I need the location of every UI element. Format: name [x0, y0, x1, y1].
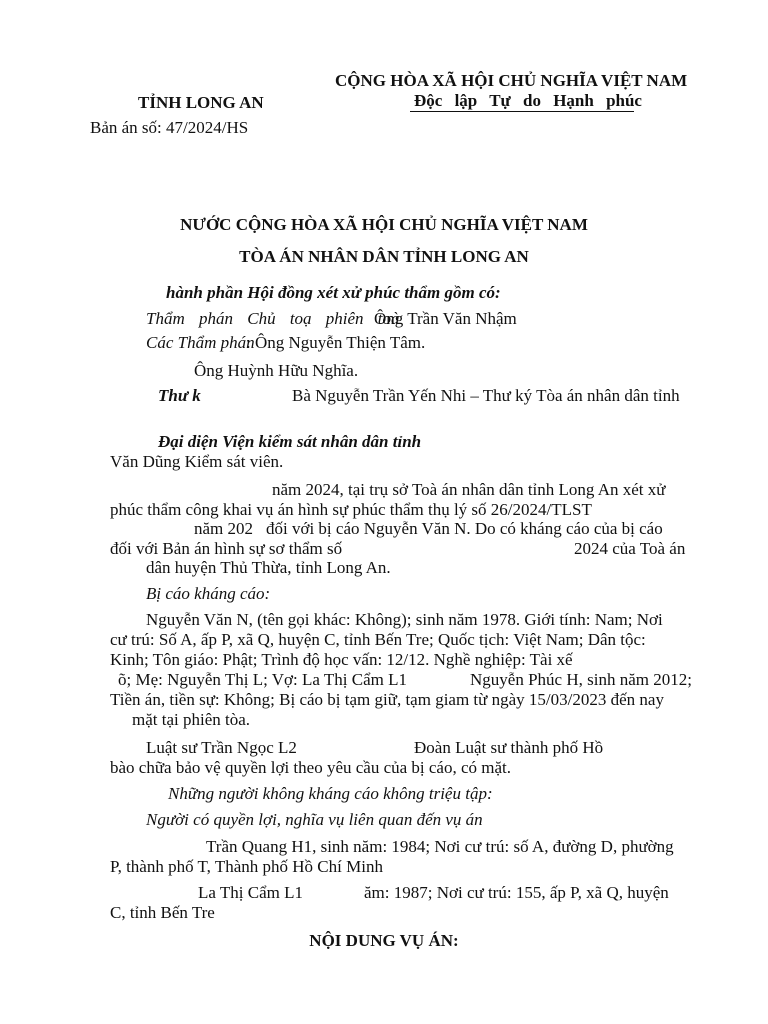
- hearing-line-3b: đối với bị cáo Nguyễn Văn N. Do có kháng cáo của bị cáo: [266, 519, 663, 538]
- other-judges-label: Các Thẩm phán: [146, 333, 255, 352]
- appellant-line-6: mặt tại phiên tòa.: [132, 710, 251, 729]
- hearing-line-3a: năm 202: [194, 519, 254, 538]
- presiding-judge-label: Thẩm phán Chủ toạ phiên toà: [146, 309, 400, 328]
- related-person-2-line-1b: ăm: 1987; Nơi cư trú: 155, ấp P, xã Q, huyện: [364, 883, 669, 902]
- lawyer-line-2: bào chữa bảo vệ quyền lợi theo yêu cầu của bị cáo, có mặt.: [110, 758, 512, 777]
- hearing-line-1: năm 2024, tại trụ sở Toà án nhân dân tỉnh Long An xét xử: [272, 480, 666, 499]
- lawyer-line-1a: Luật sư Trần Ngọc L2: [146, 738, 297, 757]
- appellant-line-3: Kinh; Tôn giáo: Phật; Trình độ học vấn: 12/12. Nghề nghiệp: Tài xế: [110, 650, 573, 669]
- court-title: TÒA ÁN NHÂN DÂN TỈNH LONG AN: [239, 247, 529, 266]
- header-right-motto: Độc lập Tự do Hạnh phúc: [414, 91, 642, 110]
- hearing-line-2: phúc thẩm công khai vụ án hình sự phúc thẩm thụ lý số 26/2024/TLST: [110, 500, 592, 519]
- other-judge-1: : Ông Nguyễn Thiện Tâm.: [246, 333, 426, 352]
- related-person-2-line-2: C, tỉnh Bến Tre: [110, 903, 215, 922]
- hearing-line-4a: đối với Bản án hình sự sơ thẩm số: [110, 539, 343, 558]
- appellant-line-1: Nguyễn Văn N, (tên gọi khác: Không); sinh năm 1978. Giới tính: Nam; Nơi: [146, 610, 663, 629]
- case-number: Bản án số: 47/2024/HS: [90, 118, 249, 137]
- appellant-line-5: Tiền án, tiền sự: Không; Bị cáo bị tạm giữ, tạm giam từ ngày 15/03/2023 đến nay: [110, 690, 664, 709]
- motto-underline: [410, 111, 634, 112]
- appellant-line-2: cư trú: Số A, ấp P, xã Q, huyện C, tỉnh Bến Tre; Quốc tịch: Việt Nam; Dân tộc:: [110, 630, 646, 649]
- clerk-label: Thư k: [158, 386, 201, 405]
- others-heading: Những người không kháng cáo không triệu tập:: [168, 784, 493, 803]
- related-persons-heading: Người có quyền lợi, nghĩa vụ liên quan đến vụ án: [146, 810, 483, 829]
- header-province: TỈNH LONG AN: [138, 93, 264, 112]
- header-right-title: CỘNG HÒA XÃ HỘI CHỦ NGHĨA VIỆT NAM: [335, 71, 688, 90]
- appellant-heading: Bị cáo kháng cáo:: [146, 584, 271, 603]
- lawyer-line-1b: Đoàn Luật sư thành phố Hồ: [414, 738, 604, 757]
- procuracy-heading: Đại diện Viện kiểm sát nhân dân tỉnh: [158, 432, 422, 451]
- other-judge-2: Ông Huỳnh Hữu Nghĩa.: [194, 361, 359, 380]
- case-content-heading: NỘI DUNG VỤ ÁN:: [309, 931, 459, 950]
- panel-heading: hành phần Hội đồng xét xử phúc thẩm gồm có:: [166, 283, 501, 302]
- hearing-line-4b: 2024 của Toà án: [574, 539, 686, 558]
- appellant-line-4a: õ; Mẹ: Nguyễn Thị L; Vợ: La Thị Cẩm L1: [118, 670, 407, 689]
- related-person-2-line-1a: La Thị Cẩm L1: [198, 883, 303, 902]
- hearing-line-5: dân huyện Thủ Thừa, tỉnh Long An.: [146, 558, 391, 577]
- procuracy-name: Văn Dũng Kiểm sát viên.: [110, 452, 284, 471]
- related-person-1-line-2: P, thành phố T, Thành phố Hồ Chí Minh: [110, 857, 383, 876]
- nation-title: NƯỚC CỘNG HÒA XÃ HỘI CHỦ NGHĨA VIỆT NAM: [180, 215, 588, 234]
- related-person-1-line-1: Trần Quang H1, sinh năm: 1984; Nơi cư trú: số A, đường D, phường: [206, 837, 674, 856]
- appellant-line-4b: Nguyễn Phúc H, sinh năm 2012;: [470, 670, 692, 689]
- clerk-name: Bà Nguyễn Trần Yến Nhi – Thư ký Tòa án nhân dân tỉnh: [292, 386, 680, 405]
- presiding-judge-name: Ông Trần Văn Nhậm: [374, 309, 517, 328]
